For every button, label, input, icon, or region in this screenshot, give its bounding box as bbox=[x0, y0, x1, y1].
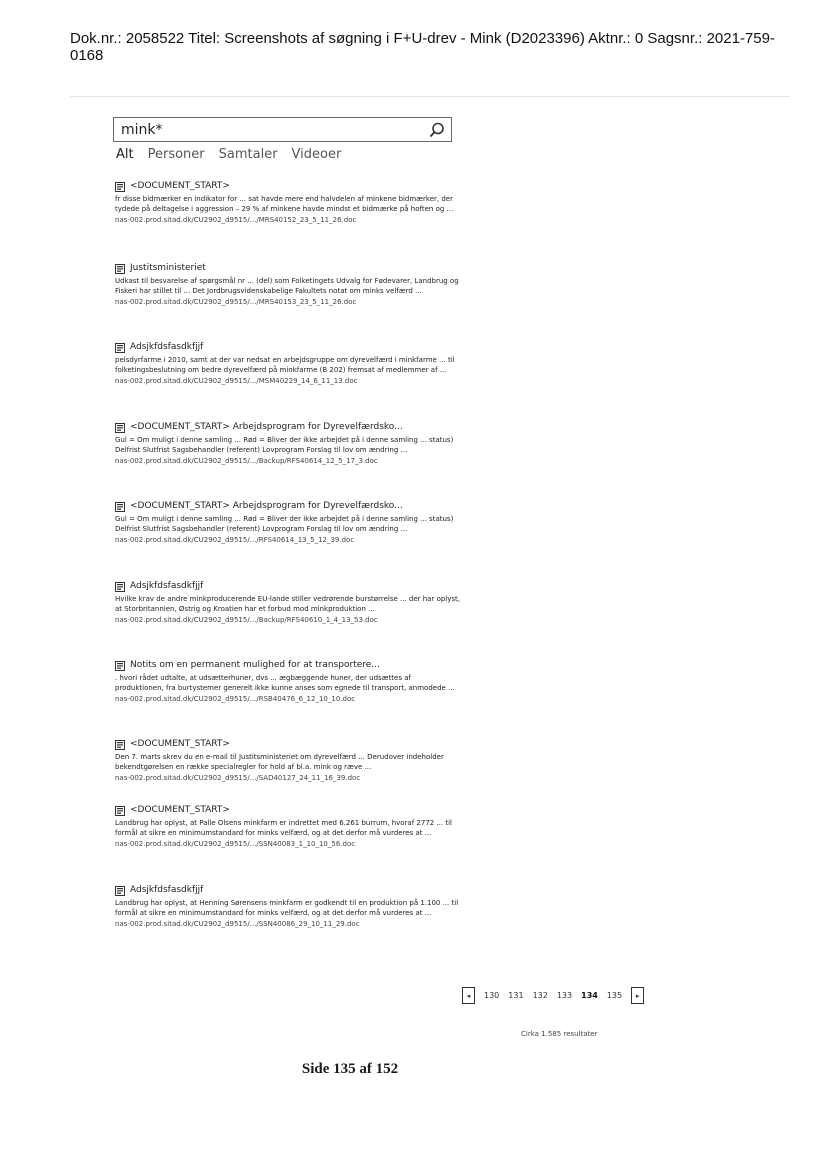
search-result bbox=[115, 581, 460, 625]
filter-tabs bbox=[116, 147, 341, 162]
page-link[interactable]: 130 bbox=[484, 991, 500, 1000]
result-path[interactable]: nas-002.prod.sitad.dk/CU2902_d9515/.../Backup/RFS40610_1_4_13_53.doc bbox=[115, 616, 378, 624]
document-icon bbox=[115, 502, 125, 512]
search-result bbox=[115, 342, 460, 386]
result-snippet: Udkast til besvarelse af spørgsmål nr ... (del) som Folketingets Udvalg for Fødevarer, Landbrug og Fiskeri har stillet til ... Det Jordbrugsvidenskabelige Fakultets notat om minks velfærd ... bbox=[115, 277, 459, 295]
page-link[interactable]: 132 bbox=[532, 991, 548, 1000]
next-page-button[interactable]: ▸ bbox=[631, 987, 644, 1004]
result-path[interactable]: nas-002.prod.sitad.dk/CU2902_d9515/.../Backup/RFS40614_12_5_17_3.doc bbox=[115, 457, 378, 465]
document-icon bbox=[115, 886, 125, 896]
pagination bbox=[462, 987, 644, 1004]
previous-page-button[interactable]: ◂ bbox=[462, 987, 475, 1004]
result-title[interactable]: <DOCUMENT_START> bbox=[130, 805, 230, 815]
result-path[interactable]: nas-002.prod.sitad.dk/CU2902_d9515/.../SSN40086_29_10_11_29.doc bbox=[115, 920, 360, 928]
page-link[interactable]: 133 bbox=[556, 991, 573, 1000]
document-header: Dok.nr.: 2058522 Titel: Screenshots af søgning i F+U-drev - Mink (D2023396) Aktnr.: 0 Sagsnr.: 2021-759-0168 bbox=[70, 30, 775, 64]
document-icon bbox=[115, 423, 125, 433]
tab-all[interactable]: Alt bbox=[116, 147, 134, 162]
search-result bbox=[115, 805, 460, 849]
result-title[interactable]: <DOCUMENT_START> bbox=[130, 181, 230, 191]
search-result bbox=[115, 501, 460, 545]
result-path[interactable]: nas-002.prod.sitad.dk/CU2902_d9515/.../MRS40152_23_5_11_26.doc bbox=[115, 216, 357, 224]
document-icon bbox=[115, 740, 125, 750]
result-snippet: Den 7. marts skrev du en e-mail til Justitsministeriet om dyrevelfærd ... Derudover indeholder bekendtgørelsen en række specialregler for hold af bl.a. mink og ræve ... bbox=[115, 753, 444, 771]
result-title[interactable]: <DOCUMENT_START> Arbejdsprogram for Dyrevelfærdsko... bbox=[130, 422, 403, 432]
result-snippet: Gul = Om muligt i denne samling ... Rød = Bliver der ikke arbejdet på i denne samling ... status) Delfrist Slutfrist Sagsbehandler (referent) Lovprogram Forslag til lov om ændring ... bbox=[115, 515, 454, 533]
result-snippet: Gul = Om muligt i denne samling ... Rød = Bliver der ikke arbejdet på i denne samling ... status) Delfrist Slutfrist Sagsbehandler (referent) Lovprogram Forslag til lov om ændring ... bbox=[115, 436, 454, 454]
result-title[interactable]: Notits om en permanent mulighed for at transportere... bbox=[130, 660, 380, 670]
result-snippet: Hvilke krav de andre minkproducerende EU-lande stiller vedrørende burstørrelse ... der har oplyst, at Storbritannien, Østrig og Kroatien har et forbud mod minkproduktion ... bbox=[115, 595, 461, 613]
result-title[interactable]: <DOCUMENT_START> Arbejdsprogram for Dyrevelfærdsko... bbox=[130, 501, 403, 511]
search-query: mink* bbox=[121, 122, 163, 138]
result-snippet: Landbrug har oplyst, at Palle Olsens minkfarm er indrettet med 6.261 burrum, hvoraf 2772 ... til formål at sikre en minimumstandard for minks velfærd, og at det derfor må vurderes at ... bbox=[115, 819, 452, 837]
result-count: Cirka 1.585 resultater bbox=[521, 1030, 598, 1038]
document-icon bbox=[115, 343, 125, 353]
result-title[interactable]: Justitsministeriet bbox=[130, 263, 206, 273]
result-path[interactable]: nas-002.prod.sitad.dk/CU2902_d9515/.../MSM40229_14_6_11_13.doc bbox=[115, 377, 358, 385]
result-snippet: pelsdyrfarme i 2010, samt at der var nedsat en arbejdsgruppe om dyrevelfærd i minkfarme ... til folketingsbeslutning om bedre dyrevelfærd på minkfarme (B 202) fremsat af medlemmer af ... bbox=[115, 356, 455, 374]
search-icon[interactable] bbox=[428, 121, 446, 139]
result-path[interactable]: nas-002.prod.sitad.dk/CU2902_d9515/.../RSB40476_6_12_10_10.doc bbox=[115, 695, 356, 703]
document-icon bbox=[115, 182, 125, 192]
search-result bbox=[115, 885, 460, 929]
tab-people[interactable]: Personer bbox=[147, 147, 205, 162]
result-path[interactable]: nas-002.prod.sitad.dk/CU2902_d9515/.../MRS40153_23_5_11_26.doc bbox=[115, 298, 357, 306]
result-title[interactable]: <DOCUMENT_START> bbox=[130, 739, 230, 749]
search-result bbox=[115, 422, 460, 466]
document-icon bbox=[115, 661, 125, 671]
result-snippet: fr disse bidmærker en indikator for ... sat havde mere end halvdelen af minkene bidmærker, der tydede på deltagelse i aggression – 29 % af minkene havde mindst et bidmærke på hoften og ... bbox=[115, 195, 454, 213]
result-snippet: Landbrug har oplyst, at Henning Sørensens minkfarm er godkendt til en produktion på 1.100 ... til formål at sikre en minimumstandard for minks velfærd, og at det derfor må vurderes at ... bbox=[115, 899, 459, 917]
current-page: 134 bbox=[581, 991, 598, 1000]
search-result bbox=[115, 181, 460, 225]
document-icon bbox=[115, 806, 125, 816]
result-snippet: . hvori rådet udtalte, at udsætterhuner, dvs ... ægbæggende huner, der udsættes af produktionen, fra burtystemer generelt ikke kunne anses som egnede til transport, anmodede ... bbox=[115, 674, 455, 692]
page-link[interactable]: 131 bbox=[508, 991, 524, 1000]
document-icon bbox=[115, 264, 125, 274]
header-divider bbox=[70, 96, 790, 97]
tab-videos[interactable]: Videoer bbox=[291, 147, 342, 162]
search-input[interactable] bbox=[113, 117, 452, 142]
search-result bbox=[115, 263, 460, 307]
result-title[interactable]: Adsjkfdsfasdkfjjf bbox=[130, 342, 204, 352]
document-icon bbox=[115, 582, 125, 592]
page-number: Side 135 af 152 bbox=[301, 1061, 399, 1077]
search-result bbox=[115, 660, 460, 704]
page-link[interactable]: 135 bbox=[606, 991, 623, 1000]
result-path[interactable]: nas-002.prod.sitad.dk/CU2902_d9515/.../SAD40127_24_11_16_39.doc bbox=[115, 774, 361, 782]
result-title[interactable]: Adsjkfdsfasdkfjjf bbox=[130, 885, 204, 895]
result-path[interactable]: nas-002.prod.sitad.dk/CU2902_d9515/.../SSN40083_1_10_10_56.doc bbox=[115, 840, 356, 848]
tab-conversations[interactable]: Samtaler bbox=[218, 147, 278, 162]
result-path[interactable]: nas-002.prod.sitad.dk/CU2902_d9515/.../RFS40614_13_5_12_39.doc bbox=[115, 536, 355, 544]
search-result bbox=[115, 739, 460, 783]
result-title[interactable]: Adsjkfdsfasdkfjjf bbox=[130, 581, 204, 591]
